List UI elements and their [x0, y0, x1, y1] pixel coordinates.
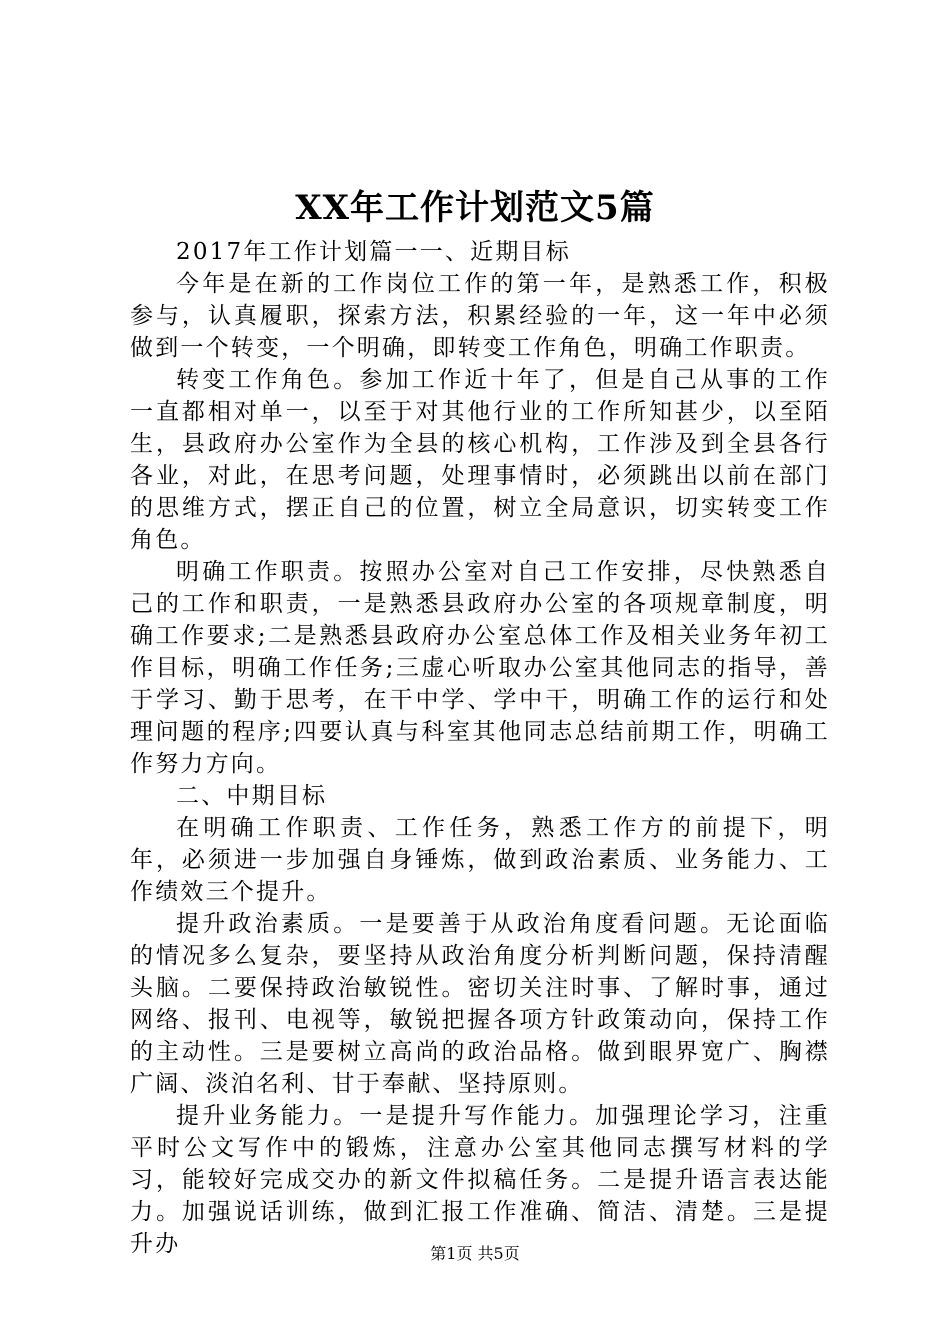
paragraph: 今年是在新的工作岗位工作的第一年，是熟悉工作，积极参与，认真履职，探索方法，积累经验的一年，这一年中必须做到一个转变，一个明确，即转变工作角色，明确工作职责。: [130, 271, 830, 361]
page-number-footer: 第1页 共5页: [430, 1244, 520, 1263]
document-title: XX年工作计划范文5篇: [295, 188, 655, 228]
paragraph: 提升政治素质。一是要善于从政治角度看问题。无论面临的情况多么复杂，要坚持从政治角度分析判断问题，保持清醒头脑。二要保持政治敏锐性。密切关注时事、了解时事，通过网络、报刊、电视等，敏锐把握各项方针政策动向，保持工作的主动性。三是要树立高尚的政治品格。做到眼界宽广、胸襟广阔、淡泊名利、甘于奉献、坚持原则。: [130, 911, 830, 1097]
paragraph-heading-mid-term: 二、中期目标: [176, 783, 328, 809]
paragraph: 提升业务能力。一是提升写作能力。加强理论学习，注重平时公文写作中的锻炼，注意办公室其他同志撰写材料的学习，能较好完成交办的新文件拟稿任务。二是提升语言表达能力。加强说话训练，做到汇报工作准确、简洁、清楚。三是提升办: [130, 1103, 830, 1257]
paragraph-heading-near-term: 2017年工作计划篇一一、近期目标: [176, 239, 571, 265]
paragraph: 转变工作角色。参加工作近十年了，但是自己从事的工作一直都相对单一，以至于对其他行业的工作所知甚少，以至陌生，县政府办公室作为全县的核心机构，工作涉及到全县各行各业，对此，在思考问题，处理事情时，必须跳出以前在部门的思维方式，摆正自己的位置，树立全局意识，切实转变工作角色。: [130, 367, 830, 553]
document-body: [130, 236, 830, 1260]
paragraph: 在明确工作职责、工作任务，熟悉工作方的前提下，明年，必须进一步加强自身锤炼，做到政治素质、业务能力、工作绩效三个提升。: [130, 815, 830, 905]
paragraph: 明确工作职责。按照办公室对自己工作安排，尽快熟悉自己的工作和职责，一是熟悉县政府办公室的各项规章制度，明确工作要求;二是熟悉县政府办公室总体工作及相关业务年初工作目标，明确工作任务;三虚心听取办公室其他同志的指导，善于学习、勤于思考，在干中学、学中干，明确工作的运行和处理问题的程序;四要认真与科室其他同志总结前期工作，明确工作努力方向。: [130, 559, 830, 777]
